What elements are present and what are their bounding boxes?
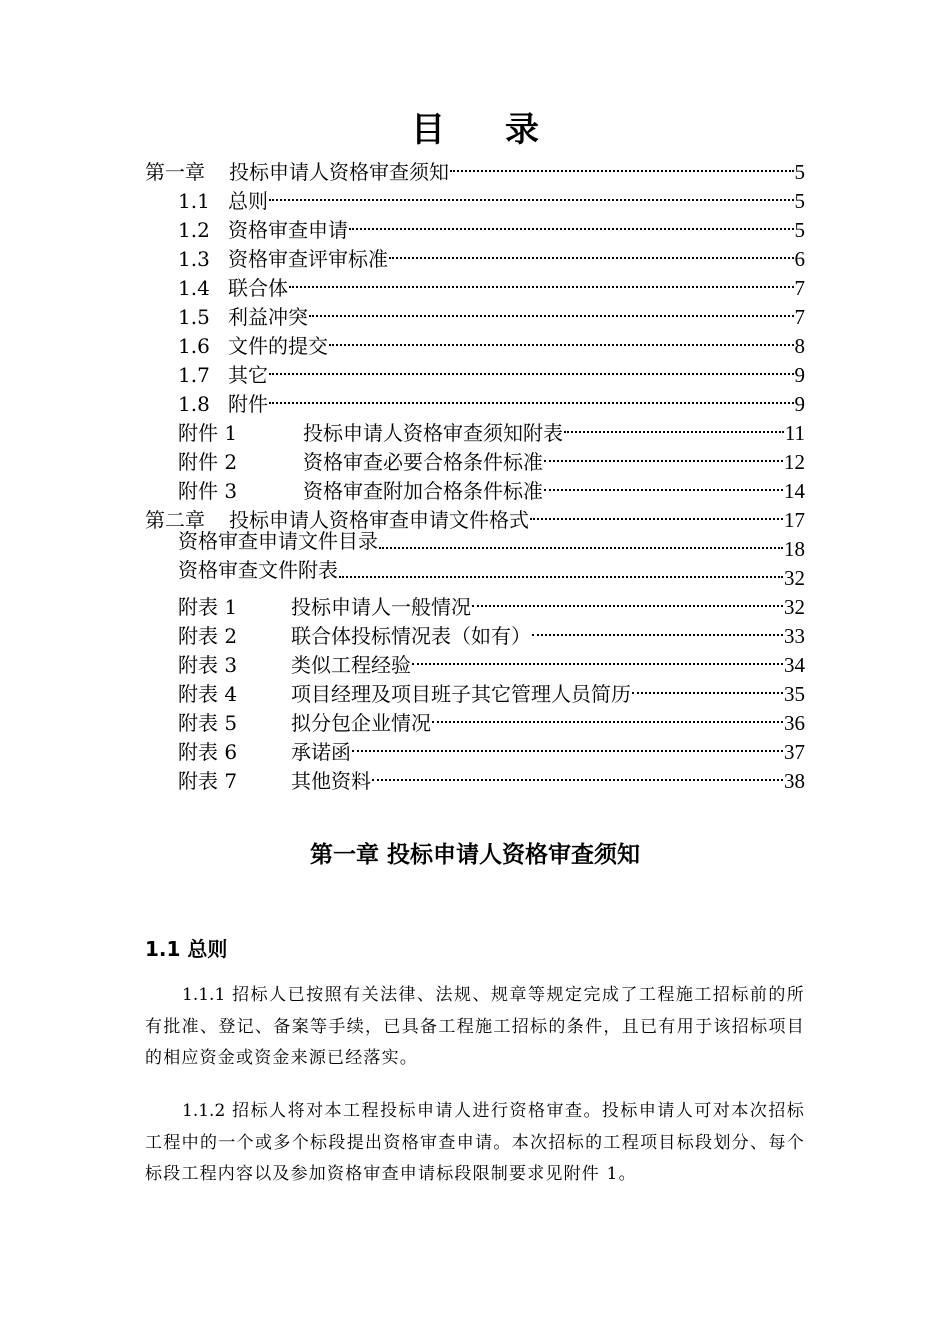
paragraph-number: 1.1.2 (182, 1101, 226, 1121)
toc-leader-dots (379, 527, 783, 556)
toc-entry-number: 附表 7 (178, 769, 238, 793)
toc-entry[interactable] (178, 382, 805, 416)
toc-entry-page: 7 (794, 276, 805, 300)
paragraph-text: 招标人将对本工程投标申请人进行资格审查。投标申请人可对本次招标工程中的一个或多个标段提出资格审查申请。本次招标的工程项目标段划分、每个标段工程内容以及参加资格审查申请标段限制要求见附件 1。 (145, 1101, 806, 1184)
toc-entry-number: 附件 3 (178, 479, 238, 503)
toc-entry-text: 联合体投标情况表（如有） (291, 624, 531, 648)
toc-entry-number: 1.5 (178, 305, 210, 329)
toc-leader-dots (544, 440, 783, 469)
toc-entry-number: 附表 5 (178, 711, 238, 735)
toc-entry-text: 利益冲突 (228, 305, 308, 329)
toc-entry-text: 资格审查申请 (228, 218, 348, 242)
toc-title (0, 108, 950, 152)
toc-entry-page: 14 (784, 479, 805, 503)
toc-entry-text: 资格审查文件附表 (178, 558, 338, 582)
toc-entry-text: 附件 (228, 392, 268, 416)
toc-entry-page: 35 (784, 682, 805, 706)
toc-leader-dots (544, 469, 783, 498)
toc-entry-text: 投标申请人资格审查须知 (229, 160, 449, 184)
toc-leader-dots (389, 237, 794, 266)
toc-entry-text: 资格审查附加合格条件标准 (303, 479, 543, 503)
toc-leader-dots (632, 672, 783, 701)
toc-entry[interactable] (145, 498, 805, 532)
toc-leader-dots (432, 701, 783, 730)
toc-entry-number: 附件 2 (178, 450, 238, 474)
toc-entry-page: 17 (784, 508, 805, 532)
toc-leader-dots (530, 498, 783, 527)
toc-entry-page: 33 (784, 624, 805, 648)
toc-entry-text: 资格审查评审标准 (228, 247, 388, 271)
toc-title-char-1: 目 (411, 110, 445, 150)
toc-leader-dots (339, 556, 783, 585)
toc-entry-number: 附件 1 (178, 421, 238, 445)
toc-entry-text: 资格审查必要合格条件标准 (303, 450, 543, 474)
toc-entry-page: 6 (794, 247, 805, 271)
toc-entry-text: 文件的提交 (228, 334, 328, 358)
toc-leader-dots (372, 759, 783, 788)
toc-leader-dots (269, 382, 794, 411)
toc-entry-page: 7 (794, 305, 805, 329)
toc-leader-dots (309, 295, 794, 324)
toc-entry[interactable] (178, 701, 805, 735)
toc-leader-dots (532, 614, 783, 643)
toc-entry-text: 联合体 (228, 276, 288, 300)
toc-entry-page: 11 (784, 421, 805, 445)
toc-entry-page: 8 (794, 334, 805, 358)
toc-entry-page: 9 (794, 392, 805, 416)
toc-entry-page: 5 (794, 189, 805, 213)
toc-leader-dots (472, 585, 783, 614)
toc-entry[interactable] (178, 324, 805, 358)
toc-entry-text: 总则 (228, 189, 268, 213)
toc-entry[interactable] (178, 614, 805, 648)
toc-entry-text: 其他资料 (291, 769, 371, 793)
toc-entry[interactable] (178, 527, 805, 561)
toc-entry-text: 投标申请人资格审查申请文件格式 (229, 508, 529, 532)
toc-entry[interactable] (178, 672, 805, 706)
toc-entry-text: 投标申请人一般情况 (291, 595, 471, 619)
toc-entry-text: 承诺函 (291, 740, 351, 764)
toc-leader-dots (349, 208, 794, 237)
toc-leader-dots (329, 324, 794, 353)
toc-entry[interactable] (178, 759, 805, 793)
toc-leader-dots (450, 150, 794, 179)
body-paragraph (145, 1096, 805, 1191)
toc-entry-page: 12 (784, 450, 805, 474)
toc-entry-text: 资格审查申请文件目录 (178, 529, 378, 553)
toc-entry-number: 附表 1 (178, 595, 238, 619)
toc-title-char-2: 录 (505, 110, 539, 150)
toc-entry-number: 1.1 (178, 189, 210, 213)
toc-entry-page: 37 (784, 740, 805, 764)
toc-entry-page: 18 (784, 537, 805, 561)
toc-entry[interactable] (178, 440, 805, 474)
toc-entry-page: 34 (784, 653, 805, 677)
toc-entry-number: 附表 2 (178, 624, 238, 648)
toc-entry-number: 1.8 (178, 392, 210, 416)
toc-entry[interactable] (178, 469, 805, 503)
toc-entry[interactable] (178, 411, 805, 445)
toc-leader-dots (352, 730, 783, 759)
toc-entry-page: 32 (784, 566, 805, 590)
section-heading: 1.1 总则 (145, 937, 228, 961)
toc-entry-text: 拟分包企业情况 (291, 711, 431, 735)
toc-leader-dots (564, 411, 784, 440)
toc-entry-page: 38 (784, 769, 805, 793)
toc-entry-number: 1.7 (178, 363, 210, 387)
toc-leader-dots (269, 179, 794, 208)
toc-entry[interactable] (178, 643, 805, 677)
toc-entry-page: 5 (794, 160, 805, 184)
toc-entry-text: 类似工程经验 (291, 653, 411, 677)
toc-entry[interactable] (178, 179, 805, 213)
toc-entry[interactable] (178, 266, 805, 300)
toc-entry-page: 32 (784, 595, 805, 619)
toc-entry-number: 附表 3 (178, 653, 238, 677)
paragraph-number: 1.1.1 (182, 985, 226, 1005)
toc-entry-number: 1.2 (178, 218, 210, 242)
toc-entry-number: 附表 6 (178, 740, 238, 764)
toc-entry[interactable] (178, 730, 805, 764)
toc-entry-page: 9 (794, 363, 805, 387)
toc-entry[interactable] (178, 556, 805, 590)
toc-entry-number: 1.4 (178, 276, 210, 300)
toc-entry-number: 附表 4 (178, 682, 238, 706)
chapter-heading: 第一章 投标申请人资格审查须知 (309, 842, 640, 868)
toc-entry-text: 其它 (228, 363, 268, 387)
toc-entry[interactable] (178, 353, 805, 387)
toc-entry-text: 投标申请人资格审查须知附表 (303, 421, 563, 445)
body-paragraph (145, 980, 805, 1075)
toc-entry-page: 5 (794, 218, 805, 242)
toc-leader-dots (289, 266, 794, 295)
toc-entry[interactable] (178, 237, 805, 271)
paragraph-text: 招标人已按照有关法律、法规、规章等规定完成了工程施工招标前的所有批准、登记、备案等手续，已具备工程施工招标的条件，且已有用于该招标项目的相应资金或资金来源已经落实。 (145, 985, 806, 1068)
toc-entry-number: 1.6 (178, 334, 210, 358)
toc-entry-number: 第二章 (145, 508, 205, 532)
toc-entry-page: 36 (784, 711, 805, 735)
toc-entry-number: 1.3 (178, 247, 210, 271)
toc-entry[interactable] (178, 295, 805, 329)
toc-entry[interactable] (178, 208, 805, 242)
toc-entry-text: 项目经理及项目班子其它管理人员简历 (291, 682, 631, 706)
toc-entry-number: 第一章 (145, 160, 205, 184)
toc-leader-dots (412, 643, 783, 672)
toc-leader-dots (269, 353, 794, 382)
toc-entry[interactable] (145, 150, 805, 184)
toc-entry[interactable] (178, 585, 805, 619)
